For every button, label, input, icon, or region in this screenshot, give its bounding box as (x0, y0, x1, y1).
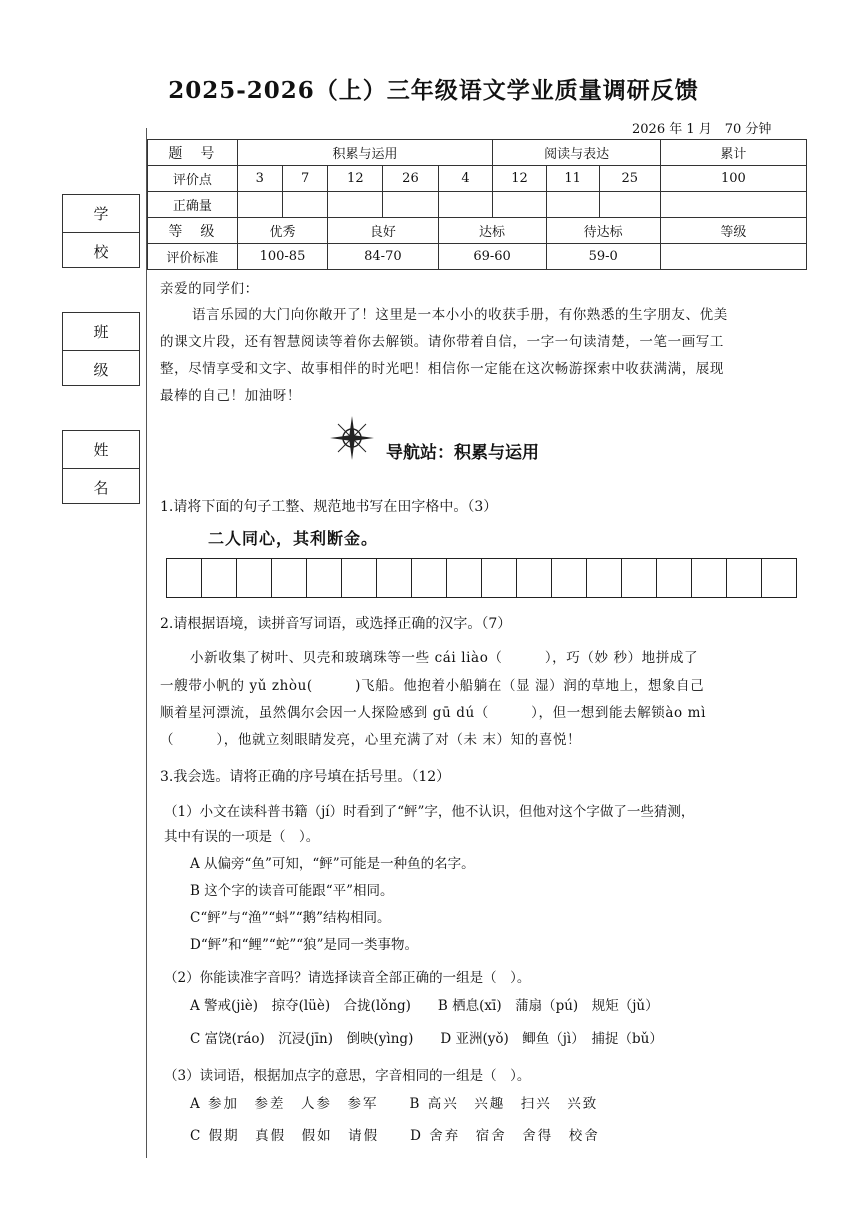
question-1-prompt: 1.请将下面的句子工整、规范地书写在田字格中。（3） (160, 499, 498, 515)
cell-correct-input[interactable] (599, 192, 660, 218)
cell-grade-excellent: 优秀 (237, 218, 328, 244)
grid-cell[interactable] (727, 559, 762, 597)
cell-correct-label: 正确量 (148, 192, 238, 218)
school-box (62, 194, 140, 268)
grid-cell[interactable] (587, 559, 622, 597)
page-title: 2025-2026（上）三年级语文学业质量调研反馈 (168, 77, 699, 104)
cell-correct-input[interactable] (282, 192, 327, 218)
cell-total-head: 累计 (660, 140, 806, 166)
question-3-3-stem: （3）读词语，根据加点字的意思，字音相同的一组是（ ）。 (164, 1068, 531, 1084)
grid-cell[interactable] (657, 559, 692, 597)
question-2-prompt: 2.请根据语境，读拼音写词语，或选择正确的汉字。（7） (160, 616, 512, 632)
cell-eval-point: 7 (282, 166, 327, 192)
section-title: 导航站：积累与运用 (386, 443, 539, 463)
cell-correct-input[interactable] (438, 192, 493, 218)
class-box (62, 312, 140, 386)
option-c[interactable]: C“鲆”与“渔”“蚪”“鹅”结构相同。 (190, 910, 391, 926)
grid-cell[interactable] (622, 559, 657, 597)
cell-eval-point-total: 100 (660, 166, 806, 192)
question-2-line: 顺着星河漂流，虽然偶尔会因一人探险感到 gū dú（ ），但一想到能去解锁ào mì (160, 705, 706, 721)
cell-section-reading: 阅读与表达 (493, 140, 660, 166)
cell-grade-total: 等级 (660, 218, 806, 244)
cell-eval-point-label: 评价点 (148, 166, 238, 192)
cell-correct-input[interactable] (493, 192, 546, 218)
intro-greeting: 亲爱的同学们： (160, 281, 259, 297)
cell-eval-point: 12 (493, 166, 546, 192)
intro-line: 的课文片段，还有智慧阅读等着你去解锁。请你带着自信，一字一句读清楚，一笔一画写工 (160, 334, 724, 350)
option-a[interactable]: A 从偏旁“鱼”可知，“鲆”可能是一种鱼的名字。 (190, 856, 475, 872)
question-3-1-stem: 其中有误的一项是（ ）。 (164, 829, 320, 845)
grid-cell[interactable] (377, 559, 412, 597)
cell-standard-good: 84-70 (328, 244, 438, 270)
writing-grid[interactable] (166, 558, 797, 598)
cell-grade-fail: 待达标 (546, 218, 660, 244)
cell-eval-point: 11 (546, 166, 599, 192)
cell-grade-input[interactable] (660, 244, 806, 270)
grid-cell[interactable] (202, 559, 237, 597)
cell-grade-good: 良好 (328, 218, 438, 244)
grid-cell[interactable] (272, 559, 307, 597)
option-row[interactable]: A 警戒(jiè) 掠夺(lüè) 合拢(lǒng) B 栖息(xī) 蒲扇（pú) 规矩（jǔ） (190, 998, 659, 1014)
exam-date: 2026 年 1 月 70 分钟 (632, 122, 772, 137)
cell-grade-label: 等 级 (148, 218, 238, 244)
cell-standard-label: 评价标准 (148, 244, 238, 270)
name-box (62, 430, 140, 504)
intro-line: 最棒的自己！加油呀！ (160, 388, 301, 404)
name-label: 姓 名 (63, 431, 139, 469)
question-3-prompt: 3.我会选。请将正确的序号填在括号里。（12） (160, 769, 451, 785)
score-table (147, 139, 807, 270)
intro-line: 语言乐园的大门向你敞开了！这里是一本小小的收获手册，有你熟悉的生字朋友、优美 (192, 307, 728, 323)
grid-cell[interactable] (517, 559, 552, 597)
question-2-line: 一艘带小帆的 yǔ zhòu( )飞船。他抱着小船躺在（显 湿）润的草地上，想象自己 (160, 678, 705, 694)
cell-grade-pass: 达标 (438, 218, 546, 244)
grid-cell[interactable] (412, 559, 447, 597)
grid-cell[interactable] (167, 559, 202, 597)
question-3-1-stem: （1）小文在读科普书籍（jí）时看到了“鲆”字，他不认识，但他对这个字做了一些猜测， (164, 804, 695, 820)
cell-correct-input[interactable] (383, 192, 438, 218)
binding-line (146, 128, 147, 1158)
cell-standard-excellent: 100-85 (237, 244, 328, 270)
grid-cell[interactable] (307, 559, 342, 597)
grid-cell[interactable] (692, 559, 727, 597)
cell-eval-point: 25 (599, 166, 660, 192)
grid-cell[interactable] (237, 559, 272, 597)
grid-cell[interactable] (447, 559, 482, 597)
class-label: 班 级 (63, 313, 139, 351)
school-label: 学 校 (63, 195, 139, 233)
grid-cell[interactable] (482, 559, 517, 597)
compass-icon (328, 414, 376, 462)
option-row[interactable]: C 假期 真假 假如 请假 D 舍弃 宿舍 舍得 校舍 (190, 1128, 600, 1144)
cell-standard-pass: 69-60 (438, 244, 546, 270)
cell-section-accumulation: 积累与运用 (237, 140, 493, 166)
question-1-sentence: 二人同心，其利断金。 (208, 529, 379, 548)
cell-eval-point: 26 (383, 166, 438, 192)
cell-question-no: 题 号 (148, 140, 238, 166)
cell-correct-input[interactable] (328, 192, 383, 218)
question-2-line: 小新收集了树叶、贝壳和玻璃珠等一些 cái liào（ ），巧（妙 秒）地拼成了 (190, 650, 699, 666)
intro-line: 整，尽情享受和文字、故事相伴的时光吧！相信你一定能在这次畅游探索中收获满满，展现 (160, 361, 724, 377)
cell-correct-input[interactable] (660, 192, 806, 218)
option-row[interactable]: A 参加 参差 人参 参军 B 高兴 兴趣 扫兴 兴致 (190, 1096, 599, 1112)
option-row[interactable]: C 富饶(ráo) 沉浸(jīn) 倒映(yìng) D 亚洲(yǒ) 鲫鱼（jì） 捕捉（bǔ） (190, 1031, 663, 1047)
cell-correct-input[interactable] (546, 192, 599, 218)
grid-cell[interactable] (762, 559, 797, 597)
cell-eval-point: 3 (237, 166, 282, 192)
cell-eval-point: 12 (328, 166, 383, 192)
grid-cell[interactable] (342, 559, 377, 597)
grid-cell[interactable] (552, 559, 587, 597)
option-b[interactable]: B 这个字的读音可能跟“平”相同。 (190, 883, 394, 899)
cell-eval-point: 4 (438, 166, 493, 192)
cell-correct-input[interactable] (237, 192, 282, 218)
question-3-2-stem: （2）你能读准字音吗？请选择读音全部正确的一组是（ ）。 (164, 970, 531, 986)
cell-standard-fail: 59-0 (546, 244, 660, 270)
option-d[interactable]: D“鲆”和“鲤”“蛇”“狼”是同一类事物。 (190, 937, 419, 953)
question-2-line: （ ），他就立刻眼睛发亮，心里充满了对（未 末）知的喜悦！ (160, 732, 582, 748)
